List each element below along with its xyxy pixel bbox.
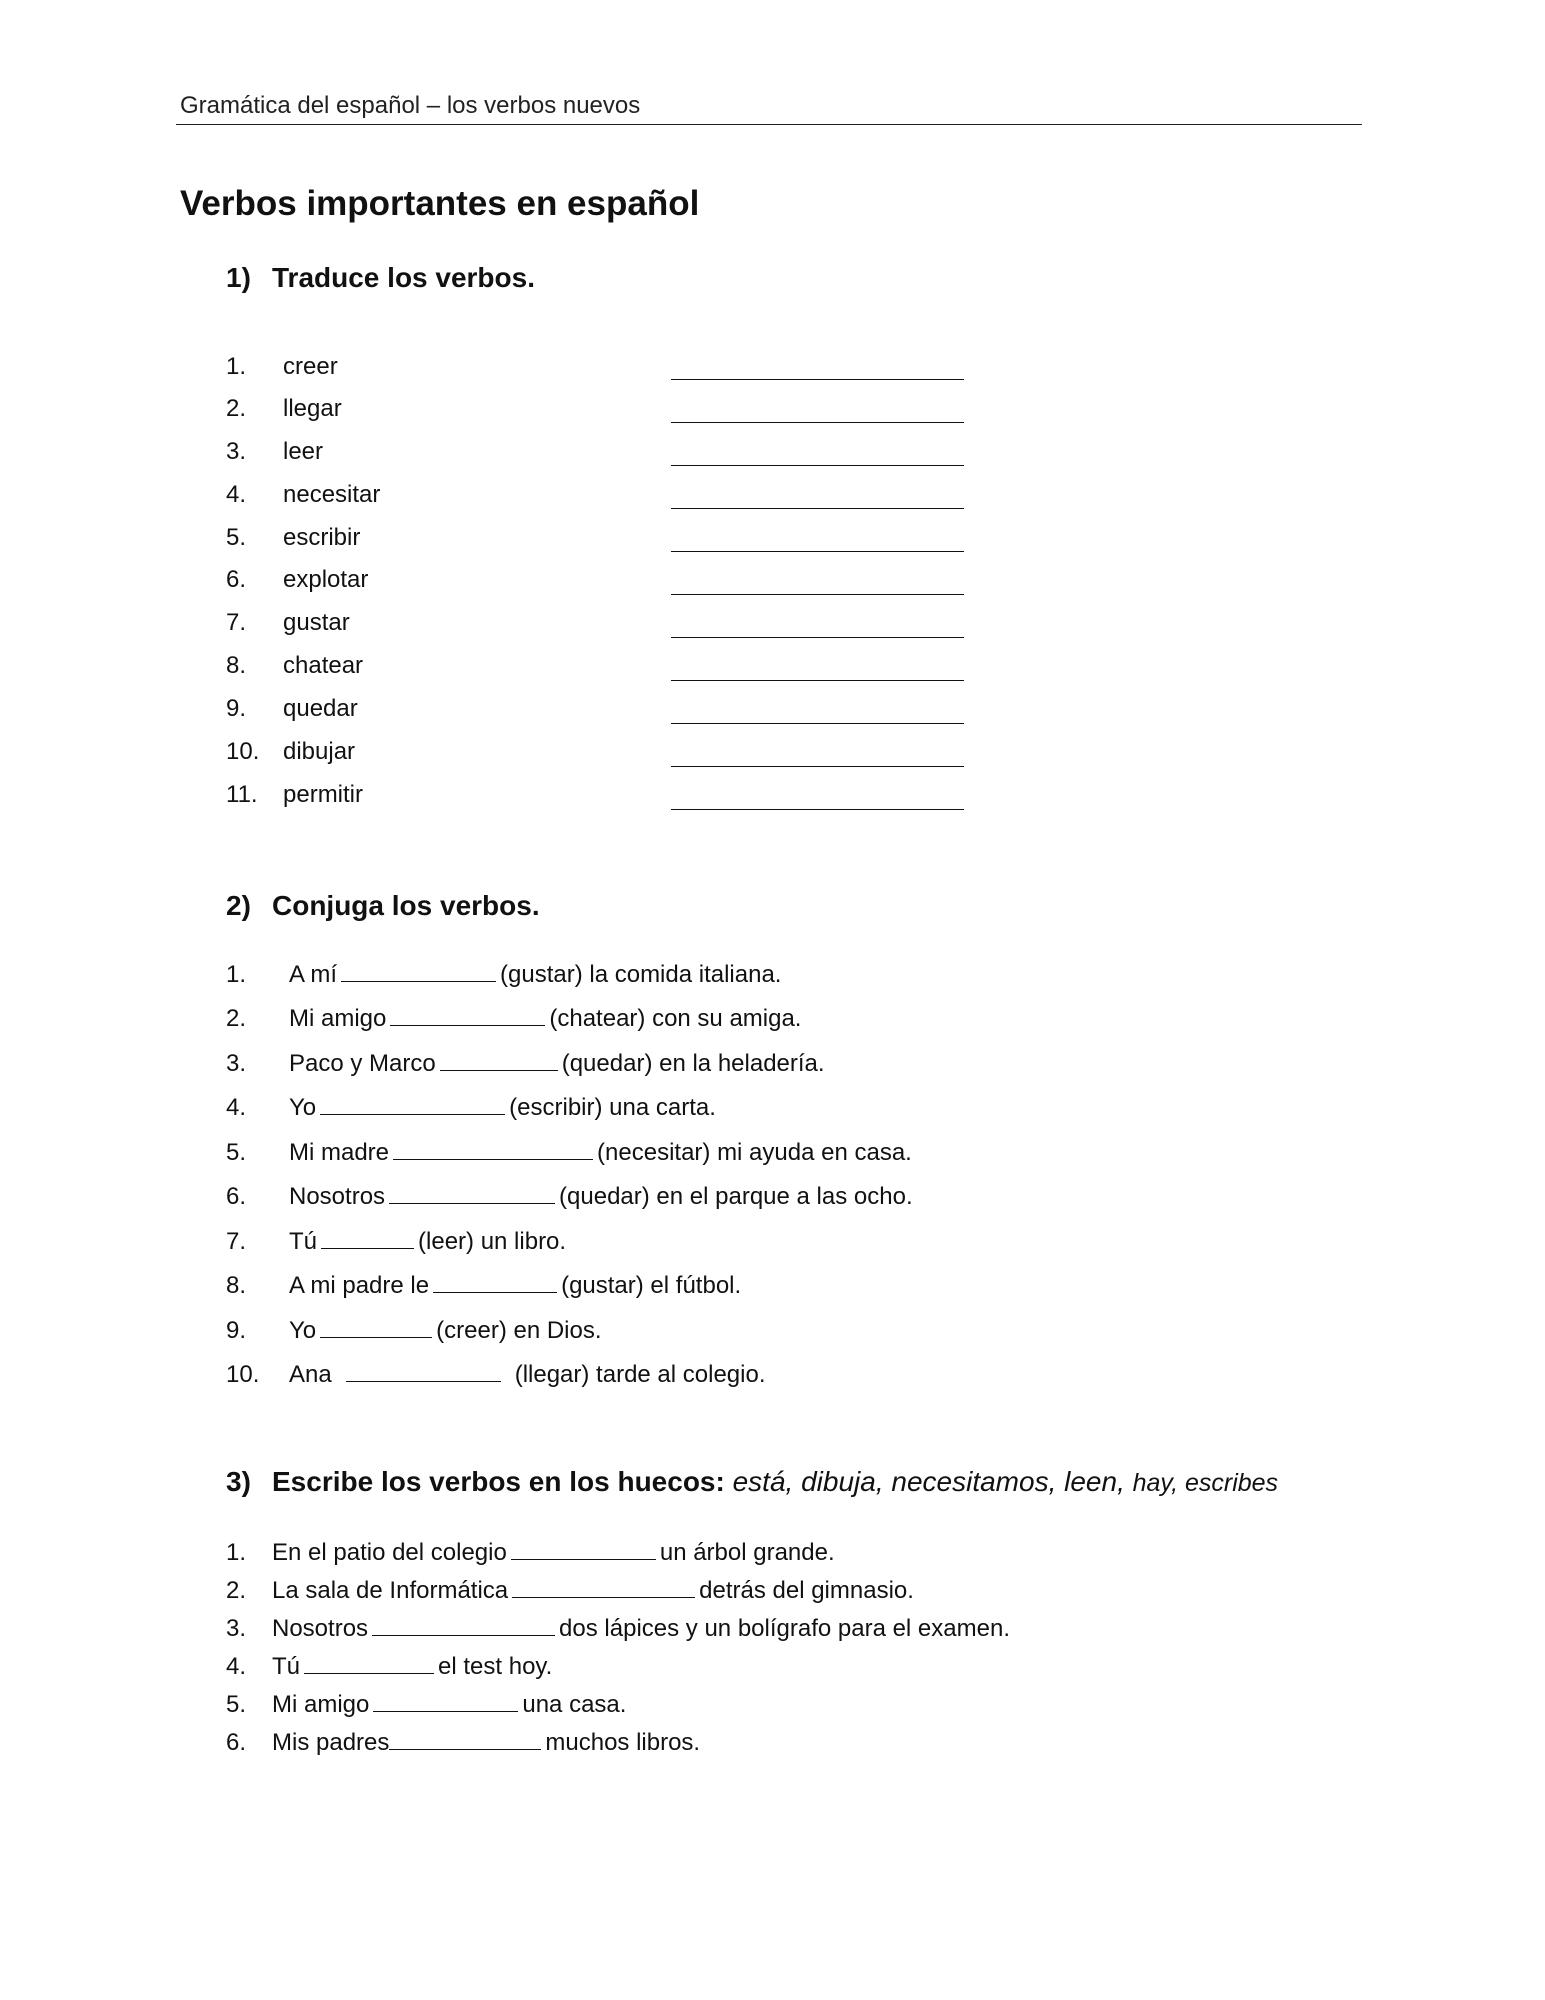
translation-blank[interactable] — [671, 594, 964, 595]
sentence-start: Paco y Marco — [289, 1050, 436, 1077]
answer-blank[interactable] — [321, 1228, 414, 1249]
verb-label: explotar — [283, 566, 369, 593]
translate-item — [226, 692, 358, 726]
sentence-end: (gustar) el fútbol. — [561, 1272, 742, 1299]
conjugate-item — [226, 1358, 766, 1392]
section-1-number: 1) — [226, 262, 251, 293]
sentence-end: el test hoy. — [438, 1653, 553, 1680]
conjugate-item — [226, 1180, 913, 1214]
answer-blank[interactable] — [440, 1050, 558, 1071]
conjugate-item — [226, 1091, 716, 1125]
sentence-end: dos lápices y un bolígrafo para el examen. — [559, 1615, 1010, 1642]
section-2-heading — [226, 890, 540, 922]
sentence-start: A mi padre le — [289, 1272, 430, 1299]
item-number: 8. — [226, 652, 247, 679]
sentence-start: Tú — [289, 1228, 318, 1255]
verb-label: creer — [283, 353, 338, 380]
answer-blank[interactable] — [512, 1577, 695, 1598]
translation-blank[interactable] — [671, 422, 964, 423]
section-2-title: Conjuga los verbos. — [272, 890, 540, 921]
fill-gap-item — [226, 1650, 552, 1684]
sentence-start: En el patio del colegio — [272, 1539, 507, 1566]
fill-gap-item — [226, 1688, 626, 1722]
section-3-title: Escribe los verbos en los huecos: — [272, 1466, 725, 1497]
section-1-heading — [226, 262, 535, 294]
item-number: 5. — [226, 1691, 247, 1718]
sentence-end: un árbol grande. — [659, 1539, 835, 1566]
translate-item — [226, 735, 355, 769]
sentence-start: Mi amigo — [272, 1691, 370, 1718]
verb-label: permitir — [283, 781, 364, 808]
sentence-end: (llegar) tarde al colegio. — [514, 1361, 766, 1388]
word-bank-part-a: está, dibuja, necesitamos, leen, — [732, 1466, 1125, 1497]
verb-label: necesitar — [283, 481, 381, 508]
translate-item — [226, 606, 350, 640]
sentence-end: muchos libros. — [545, 1729, 701, 1756]
item-number: 1. — [226, 961, 247, 988]
fill-gap-item — [226, 1574, 914, 1608]
sentence-start: Yo — [289, 1094, 317, 1121]
answer-blank[interactable] — [320, 1317, 432, 1338]
conjugate-item — [226, 1002, 801, 1036]
sentence-start: Tú — [272, 1653, 301, 1680]
item-number: 3. — [226, 438, 247, 465]
sentence-end: (necesitar) mi ayuda en casa. — [597, 1139, 912, 1166]
conjugate-item — [226, 1136, 912, 1170]
translate-item — [226, 521, 360, 555]
word-bank — [733, 1466, 1278, 1497]
sentence-end: (quedar) en el parque a las ocho. — [559, 1183, 913, 1210]
answer-blank[interactable] — [346, 1361, 501, 1382]
item-number: 8. — [226, 1272, 247, 1299]
section-2-number: 2) — [226, 890, 251, 921]
item-number: 3. — [226, 1050, 247, 1077]
translation-blank[interactable] — [671, 637, 964, 638]
item-number: 2. — [226, 1577, 247, 1604]
item-number: 6. — [226, 1729, 247, 1756]
answer-blank[interactable] — [389, 1183, 555, 1204]
sentence-end: una casa. — [522, 1691, 627, 1718]
sentence-end: (gustar) la comida italiana. — [500, 961, 782, 988]
sentence-start: Mis padres — [272, 1729, 390, 1756]
answer-blank[interactable] — [433, 1272, 557, 1293]
translate-item — [226, 435, 323, 469]
item-number: 9. — [226, 695, 247, 722]
section-3-number: 3) — [226, 1466, 251, 1497]
item-number: 4. — [226, 481, 247, 508]
item-number: 7. — [226, 1228, 247, 1255]
item-number: 1. — [226, 1539, 247, 1566]
translation-blank[interactable] — [671, 680, 964, 681]
verb-label: llegar — [283, 395, 342, 422]
verb-label: chatear — [283, 652, 364, 679]
conjugate-item — [226, 958, 781, 992]
conjugate-item — [226, 1047, 825, 1081]
sentence-start: Nosotros — [289, 1183, 386, 1210]
answer-blank[interactable] — [372, 1615, 555, 1636]
conjugate-item — [226, 1269, 741, 1303]
translate-item — [226, 350, 338, 384]
answer-blank[interactable] — [389, 1729, 541, 1750]
item-number: 5. — [226, 524, 247, 551]
translation-blank[interactable] — [671, 723, 964, 724]
fill-gap-item — [226, 1726, 700, 1760]
item-number: 6. — [226, 566, 247, 593]
translation-blank[interactable] — [671, 379, 964, 380]
header-divider — [176, 124, 1362, 125]
translation-blank[interactable] — [671, 508, 964, 509]
sentence-start: Mi amigo — [289, 1005, 387, 1032]
section-3-heading — [226, 1466, 1278, 1498]
item-number: 4. — [226, 1653, 247, 1680]
item-number: 5. — [226, 1139, 247, 1166]
verb-label: escribir — [283, 524, 361, 551]
translation-blank[interactable] — [671, 465, 964, 466]
sentence-start: La sala de Informática — [272, 1577, 509, 1604]
translation-blank[interactable] — [671, 551, 964, 552]
answer-blank[interactable] — [393, 1139, 593, 1160]
page-title: Verbos importantes en español — [180, 184, 700, 223]
sentence-end: (creer) en Dios. — [436, 1317, 602, 1344]
answer-blank[interactable] — [373, 1691, 518, 1712]
translate-item — [226, 563, 368, 597]
answer-blank[interactable] — [390, 1005, 545, 1026]
conjugate-item — [226, 1225, 566, 1259]
item-number: 10. — [226, 738, 260, 765]
translation-blank[interactable] — [671, 809, 964, 810]
item-number: 10. — [226, 1361, 260, 1388]
fill-gap-item — [226, 1612, 1010, 1646]
sentence-end: (quedar) en la heladería. — [561, 1050, 825, 1077]
fill-gap-item — [226, 1536, 835, 1570]
sentence-end: (chatear) con su amiga. — [549, 1005, 802, 1032]
item-number: 11. — [226, 781, 258, 808]
item-number: 9. — [226, 1317, 247, 1344]
translate-item — [226, 478, 380, 512]
translation-blank[interactable] — [671, 766, 964, 767]
translate-item — [226, 649, 363, 683]
item-number: 2. — [226, 1005, 247, 1032]
sentence-start: A mí — [289, 961, 338, 988]
translate-item — [226, 778, 363, 812]
item-number: 4. — [226, 1094, 247, 1121]
sentence-start: Nosotros — [272, 1615, 369, 1642]
word-bank-part-b: hay, escribes — [1132, 1469, 1279, 1497]
item-number: 2. — [226, 395, 247, 422]
item-number: 1. — [226, 353, 247, 380]
running-header: Gramática del español – los verbos nuevos — [180, 92, 641, 119]
conjugate-item — [226, 1314, 602, 1348]
item-number: 3. — [226, 1615, 247, 1642]
sentence-start: Ana — [289, 1361, 332, 1388]
sentence-end: detrás del gimnasio. — [699, 1577, 914, 1604]
verb-label: quedar — [283, 695, 358, 722]
answer-blank[interactable] — [320, 1094, 505, 1115]
answer-blank[interactable] — [304, 1653, 434, 1674]
verb-label: gustar — [283, 609, 350, 636]
verb-label: leer — [283, 438, 324, 465]
translate-item — [226, 392, 342, 426]
sentence-start: Mi madre — [289, 1139, 390, 1166]
item-number: 7. — [226, 609, 247, 636]
sentence-end: (leer) un libro. — [418, 1228, 567, 1255]
section-1-title: Traduce los verbos. — [272, 262, 535, 293]
answer-blank[interactable] — [341, 961, 496, 982]
verb-label: dibujar — [283, 738, 356, 765]
item-number: 6. — [226, 1183, 247, 1210]
sentence-end: (escribir) una carta. — [509, 1094, 716, 1121]
answer-blank[interactable] — [511, 1539, 656, 1560]
sentence-start: Yo — [289, 1317, 317, 1344]
